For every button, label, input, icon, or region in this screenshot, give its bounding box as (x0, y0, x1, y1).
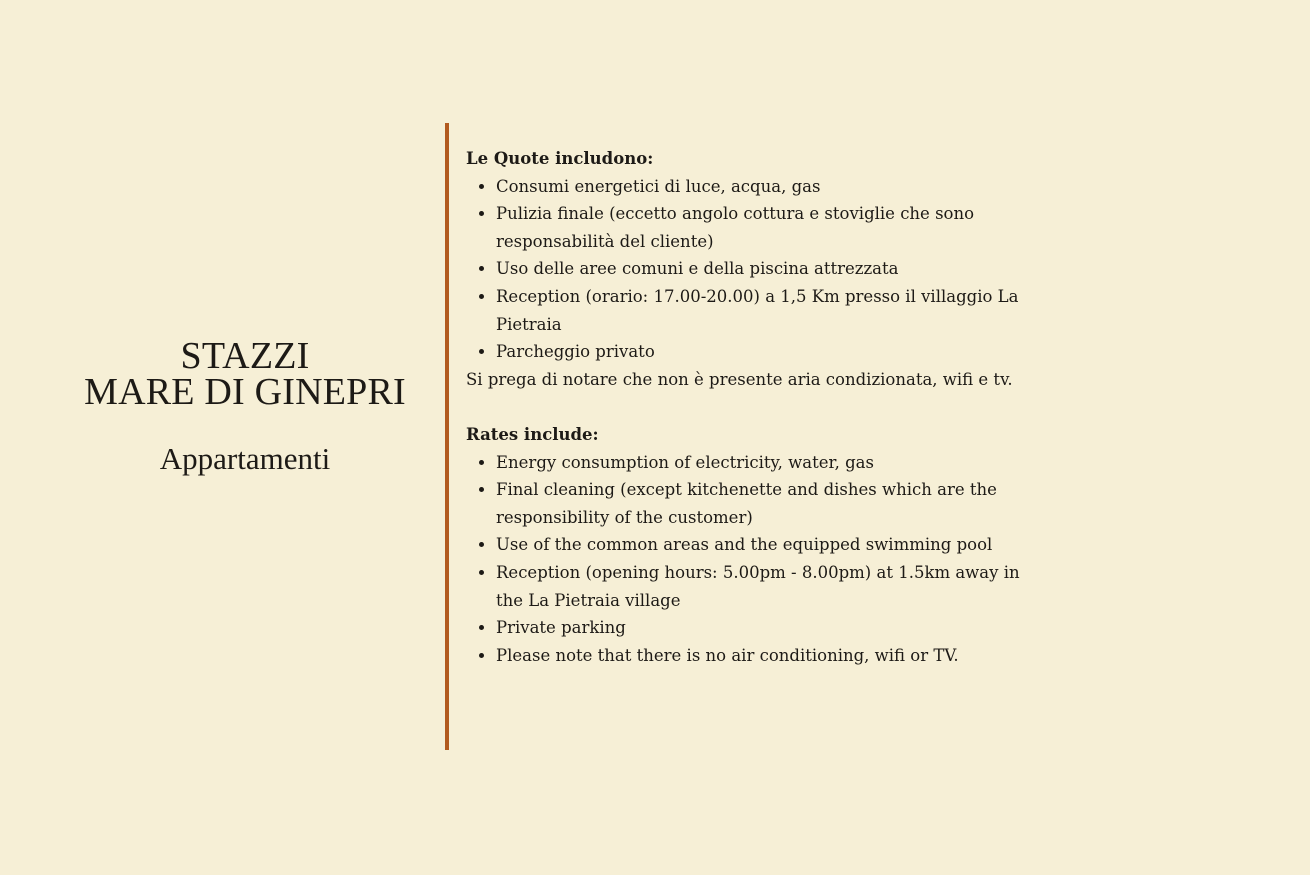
list-item: • Reception (opening hours: 5.00pm - 8.00pm) at 1.5km away in the La Pietraia village (496, 559, 1036, 614)
list-item: • Private parking (496, 614, 1036, 642)
rates-content (466, 145, 1036, 669)
italian-section (466, 145, 1036, 393)
list-item: • Consumi energetici di luce, acqua, gas (496, 173, 1036, 201)
english-heading: Rates include: (466, 424, 599, 444)
english-list (466, 449, 1036, 670)
list-item: • Final cleaning (except kitchenette and dishes which are the responsibility of the customer) (496, 476, 1036, 531)
title-line-2: MARE DI GINEPRI (84, 371, 406, 413)
vertical-divider (445, 123, 449, 750)
italian-heading: Le Quote includono: (466, 149, 654, 168)
list-item: • Reception (orario: 17.00-20.00) a 1,5 Km presso il villaggio La Pietraia (496, 283, 1036, 338)
list-item: • Energy consumption of electricity, water, gas (496, 449, 1036, 477)
title-block (40, 335, 450, 476)
list-item: • Uso delle aree comuni e della piscina attrezzata (496, 255, 1036, 283)
subtitle: Appartamenti (159, 441, 331, 476)
title-line-1: STAZZI (180, 335, 310, 377)
list-item: • Pulizia finale (eccetto angolo cottura e stoviglie che sono responsabilità del cliente) (496, 200, 1036, 255)
section-spacer (466, 393, 1036, 421)
list-item: • Parcheggio privato (496, 338, 1036, 366)
italian-list (466, 173, 1036, 366)
list-item: • Use of the common areas and the equipped swimming pool (496, 531, 1036, 559)
english-section (466, 421, 1036, 669)
list-item: • Please note that there is no air conditioning, wifi or TV. (496, 642, 1036, 670)
italian-note: Si prega di notare che non è presente aria condizionata, wifi e tv. (466, 369, 1013, 389)
